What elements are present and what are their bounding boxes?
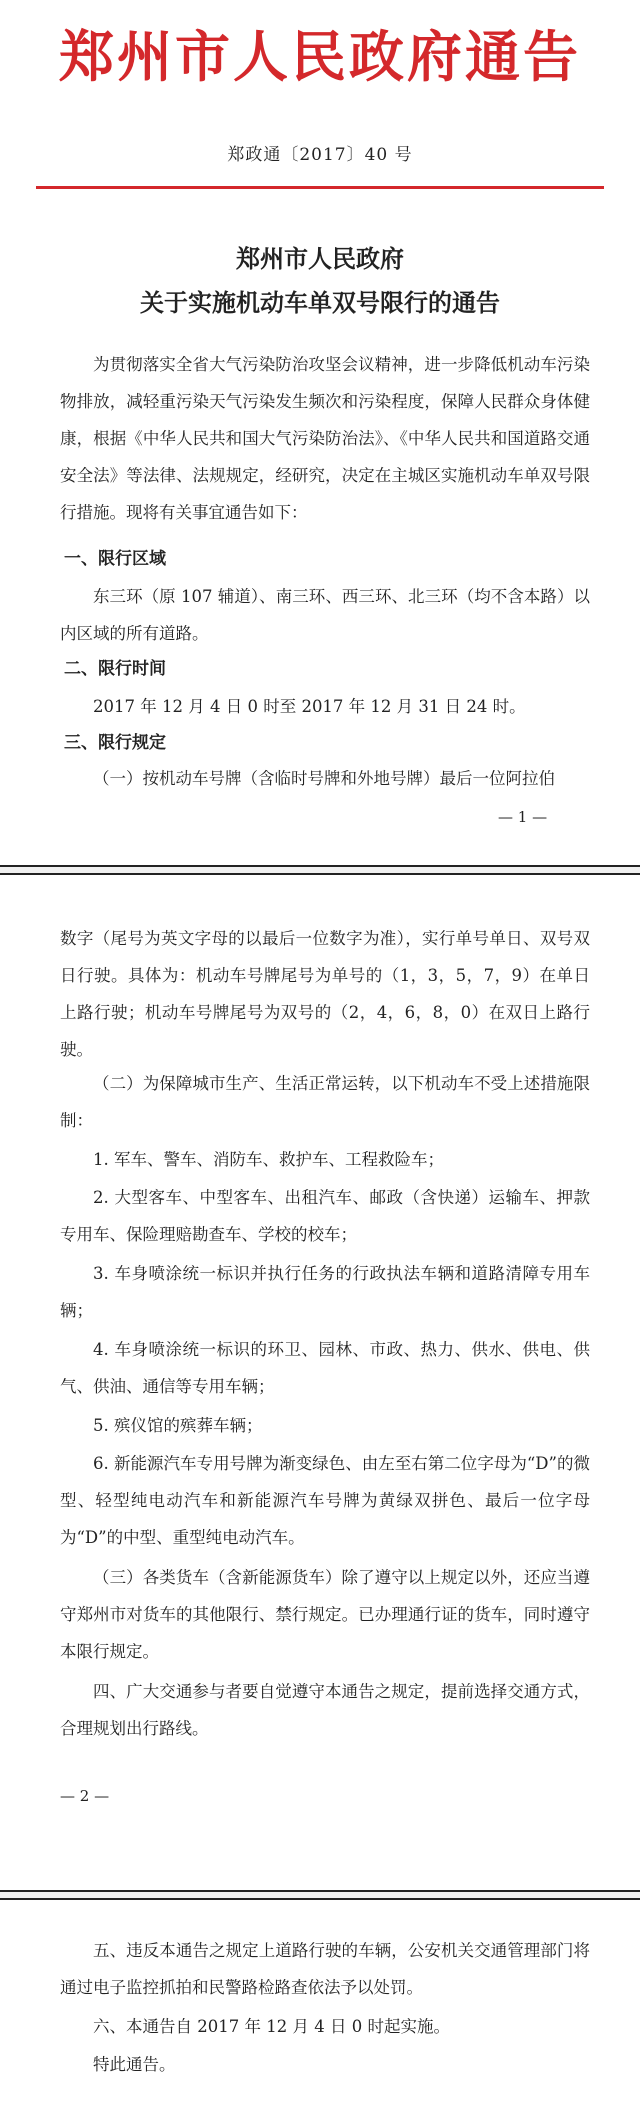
rule-1-start: （一）按机动车号牌（含临时号牌和外地号牌）最后一位阿拉伯 [93, 769, 555, 788]
document-number: 郑政通〔2017〕40 号 [227, 145, 413, 165]
rule-3: （三）各类货车（含新能源货车）除了遵守以上规定以外，还应当遵守郑州市对货车的其他限行、禁行规定。已办理通行证的货车，同时遵守本限行规定。 [60, 1568, 590, 1661]
section-5: 五、违反本通告之规定上道路行驶的车辆，公安机关交通管理部门将通过电子监控抓拍和民警路检路查依法予以处罚。 [60, 1941, 590, 1997]
document-page-1 [0, 0, 640, 865]
page-number-1: — 1 — [498, 808, 548, 826]
section-heading-area: 一、限行区域 [64, 549, 166, 569]
notice-title-line1: 郑州市人民政府 [236, 244, 404, 273]
section-6: 六、本通告自 2017 年 12 月 4 日 0 时起实施。 [93, 2017, 450, 2036]
exempt-item-6: 6. 新能源汽车专用号牌为渐变绿色、由左至右第二位字母为“D”的微型、轻型纯电动汽车和新能源汽车号牌为黄绿双拼色、最后一位字母为“D”的中型、重型纯电动汽车。 [60, 1454, 590, 1547]
exempt-item-3: 3. 车身喷涂统一标识并执行任务的行政执法车辆和道路清障专用车辆； [60, 1264, 590, 1320]
exempt-item-4: 4. 车身喷涂统一标识的环卫、园林、市政、热力、供水、供电、供气、供油、通信等专用车辆； [60, 1340, 590, 1396]
document-page-3 [0, 1900, 640, 2108]
rule-2: （二）为保障城市生产、生活正常运转，以下机动车不受上述措施限制： [60, 1074, 590, 1130]
document-header-title: 郑州市人民政府通告 [58, 24, 581, 89]
rule-1-continued: 数字（尾号为英文字母的以最后一位数字为准），实行单号单日、双号双日行驶。具体为：机动车号牌尾号为单号的（1，3，5，7，9）在单日上路行驶；机动车号牌尾号为双号的（2，4，6，8，0）在双日上路行驶。 [60, 929, 590, 1059]
section-body-time: 2017 年 12 月 4 日 0 时至 2017 年 12 月 31 日 24 时。 [93, 697, 526, 716]
page-separator [0, 1890, 640, 1900]
section-4: 四、广大交通参与者要自觉遵守本通告之规定，提前选择交通方式，合理规划出行路线。 [60, 1682, 590, 1738]
section-heading-time: 二、限行时间 [64, 659, 166, 679]
header-red-rule [36, 186, 604, 189]
page-number-2: — 2 — [60, 1787, 110, 1805]
exempt-item-5: 5. 殡仪馆的殡葬车辆； [93, 1416, 263, 1435]
section-heading-rules: 三、限行规定 [64, 733, 166, 753]
exempt-item-2: 2. 大型客车、中型客车、出租汽车、邮政（含快递）运输车、押款专用车、保险理赔勘查车、学校的校车； [60, 1188, 590, 1244]
document-page-2 [0, 875, 640, 1890]
exempt-item-1: 1. 军车、警车、消防车、救护车、工程救险车； [93, 1150, 444, 1169]
closing-text: 特此通告。 [93, 2055, 176, 2074]
section-body-area: 东三环（原 107 辅道）、南三环、西三环、北三环（均不含本路）以内区域的所有道路。 [60, 587, 590, 643]
intro-paragraph: 为贯彻落实全省大气污染防治攻坚会议精神，进一步降低机动车污染物排放，减轻重污染天气污染发生频次和污染程度，保障人民群众身体健康，根据《中华人民共和国大气污染防治法》、《中华人民共和国道路交通安全法》等法律、法规规定，经研究，决定在主城区实施机动车单双号限行措施。现将有关事宜通告如下： [60, 355, 590, 522]
notice-title-line2: 关于实施机动车单双号限行的通告 [140, 288, 500, 317]
page-separator [0, 865, 640, 875]
